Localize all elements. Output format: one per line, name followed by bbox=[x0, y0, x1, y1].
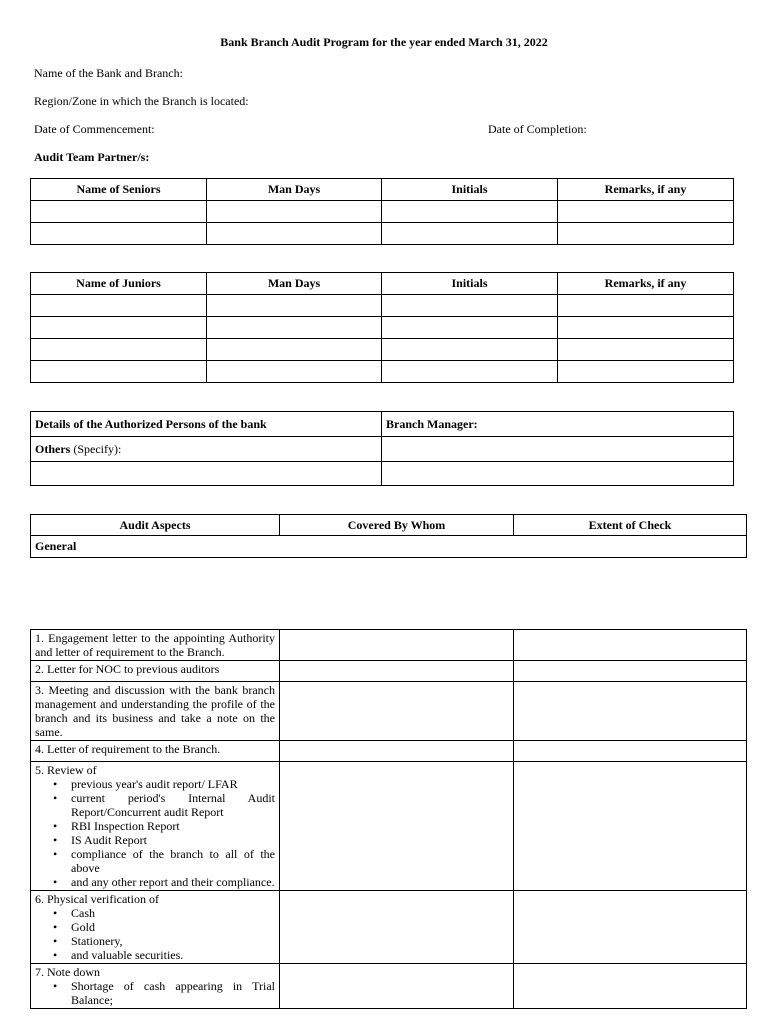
audit-items-table bbox=[30, 629, 747, 1009]
table-cell[interactable] bbox=[31, 361, 207, 383]
item-note-down-heading: 7. Note down bbox=[35, 965, 100, 979]
table-row bbox=[31, 891, 747, 964]
table-cell[interactable] bbox=[382, 201, 558, 223]
table-row bbox=[31, 682, 747, 741]
juniors-header-name: Name of Juniors bbox=[31, 273, 207, 295]
bank-branch-label: Name of the Bank and Branch: bbox=[34, 66, 183, 80]
table-cell[interactable] bbox=[31, 295, 207, 317]
table-cell[interactable] bbox=[31, 339, 207, 361]
table-cell[interactable] bbox=[207, 339, 382, 361]
others-bold-text: Others bbox=[35, 441, 71, 456]
table-cell[interactable] bbox=[207, 223, 382, 245]
table-row bbox=[31, 964, 747, 1009]
table-row bbox=[31, 762, 747, 891]
item-meeting-discussion: 3. Meeting and discussion with the bank branch management and understanding the profile of the branch and its business and take a note on the same. bbox=[31, 682, 280, 741]
others-specify-text: (Specify): bbox=[70, 441, 122, 456]
table-cell[interactable] bbox=[514, 891, 747, 964]
others-label bbox=[31, 437, 382, 462]
table-cell[interactable] bbox=[280, 891, 514, 964]
list-item: • and valuable securities. bbox=[71, 948, 275, 962]
table-cell[interactable] bbox=[280, 762, 514, 891]
header-extent-of-check: Extent of Check bbox=[514, 515, 747, 536]
region-label: Region/Zone in which the Branch is located: bbox=[34, 94, 249, 108]
seniors-table bbox=[30, 178, 734, 245]
table-cell[interactable] bbox=[31, 223, 207, 245]
table-cell[interactable] bbox=[31, 317, 207, 339]
juniors-header-remarks: Remarks, if any bbox=[558, 273, 734, 295]
item-review bbox=[31, 762, 280, 891]
audit-aspects-header-table bbox=[30, 514, 747, 558]
list-item: • previous year's audit report/ LFAR bbox=[71, 777, 275, 791]
table-row bbox=[31, 317, 734, 339]
list-item: • Gold bbox=[71, 920, 275, 934]
item-engagement-letter: 1. Engagement letter to the appointing Authority and letter of requirement to the Branch. bbox=[31, 630, 280, 661]
physical-verification-bullet-list bbox=[35, 906, 275, 962]
table-cell[interactable] bbox=[558, 223, 734, 245]
list-item: • current period's Internal Audit Report/Concurrent audit Report bbox=[71, 791, 275, 819]
table-row bbox=[31, 630, 747, 661]
table-cell[interactable] bbox=[382, 295, 558, 317]
seniors-header-name: Name of Seniors bbox=[31, 179, 207, 201]
table-cell[interactable] bbox=[558, 361, 734, 383]
branch-manager-label: Branch Manager: bbox=[382, 412, 734, 437]
table-cell[interactable] bbox=[280, 682, 514, 741]
list-item: • and any other report and their compliance. bbox=[71, 875, 275, 889]
table-cell[interactable] bbox=[280, 964, 514, 1009]
table-row bbox=[31, 462, 734, 486]
item-physical-verification-heading: 6. Physical verification of bbox=[35, 892, 159, 906]
table-cell[interactable] bbox=[514, 762, 747, 891]
item-note-down bbox=[31, 964, 280, 1009]
note-down-bullet-list bbox=[35, 979, 275, 1007]
table-row bbox=[31, 201, 734, 223]
table-cell[interactable] bbox=[280, 630, 514, 661]
audit-partners-label: Audit Team Partner/s: bbox=[34, 150, 150, 164]
list-item: • compliance of the branch to all of the above bbox=[71, 847, 275, 875]
table-row bbox=[31, 741, 747, 762]
list-item: • Stationery, bbox=[71, 934, 275, 948]
juniors-header-mandays: Man Days bbox=[207, 273, 382, 295]
header-covered-by: Covered By Whom bbox=[280, 515, 514, 536]
table-cell[interactable] bbox=[31, 201, 207, 223]
table-cell[interactable] bbox=[280, 661, 514, 682]
table-cell[interactable] bbox=[382, 462, 734, 486]
table-cell[interactable] bbox=[514, 661, 747, 682]
table-cell[interactable] bbox=[382, 361, 558, 383]
section-general: General bbox=[31, 536, 747, 558]
list-item: • Shortage of cash appearing in Trial Balance; bbox=[71, 979, 275, 1007]
table-row bbox=[31, 661, 747, 682]
table-cell[interactable] bbox=[558, 201, 734, 223]
table-cell[interactable] bbox=[558, 295, 734, 317]
authorized-persons-label: Details of the Authorized Persons of the bank bbox=[31, 412, 382, 437]
juniors-header-initials: Initials bbox=[382, 273, 558, 295]
completion-label: Date of Completion: bbox=[488, 122, 587, 136]
item-physical-verification bbox=[31, 891, 280, 964]
list-item: • Cash bbox=[71, 906, 275, 920]
item-letter-of-requirement: 4. Letter of requirement to the Branch. bbox=[31, 741, 280, 762]
list-item: • RBI Inspection Report bbox=[71, 819, 275, 833]
item-review-heading: 5. Review of bbox=[35, 763, 97, 777]
table-cell[interactable] bbox=[207, 361, 382, 383]
table-cell[interactable] bbox=[558, 339, 734, 361]
table-cell[interactable] bbox=[514, 682, 747, 741]
commencement-label: Date of Commencement: bbox=[34, 122, 155, 136]
table-cell[interactable] bbox=[514, 741, 747, 762]
table-cell[interactable] bbox=[382, 317, 558, 339]
review-bullet-list bbox=[35, 777, 275, 889]
juniors-table bbox=[30, 272, 734, 383]
item-noc-letter: 2. Letter for NOC to previous auditors bbox=[31, 661, 280, 682]
table-cell[interactable] bbox=[514, 630, 747, 661]
table-row bbox=[31, 361, 734, 383]
table-cell[interactable] bbox=[207, 295, 382, 317]
table-cell[interactable] bbox=[558, 317, 734, 339]
seniors-header-mandays: Man Days bbox=[207, 179, 382, 201]
table-cell[interactable] bbox=[382, 339, 558, 361]
table-cell[interactable] bbox=[31, 462, 382, 486]
table-cell[interactable] bbox=[207, 201, 382, 223]
table-row bbox=[31, 339, 734, 361]
seniors-header-initials: Initials bbox=[382, 179, 558, 201]
table-cell[interactable] bbox=[280, 741, 514, 762]
table-row bbox=[31, 295, 734, 317]
table-cell[interactable] bbox=[382, 223, 558, 245]
authorized-persons-table bbox=[30, 411, 734, 486]
header-audit-aspects: Audit Aspects bbox=[31, 515, 280, 536]
document-title: Bank Branch Audit Program for the year ended March 31, 2022 bbox=[220, 35, 548, 49]
seniors-header-remarks: Remarks, if any bbox=[558, 179, 734, 201]
list-item: • IS Audit Report bbox=[71, 833, 275, 847]
table-row bbox=[31, 223, 734, 245]
table-cell[interactable] bbox=[207, 317, 382, 339]
table-cell[interactable] bbox=[514, 964, 747, 1009]
table-cell[interactable] bbox=[382, 437, 734, 462]
